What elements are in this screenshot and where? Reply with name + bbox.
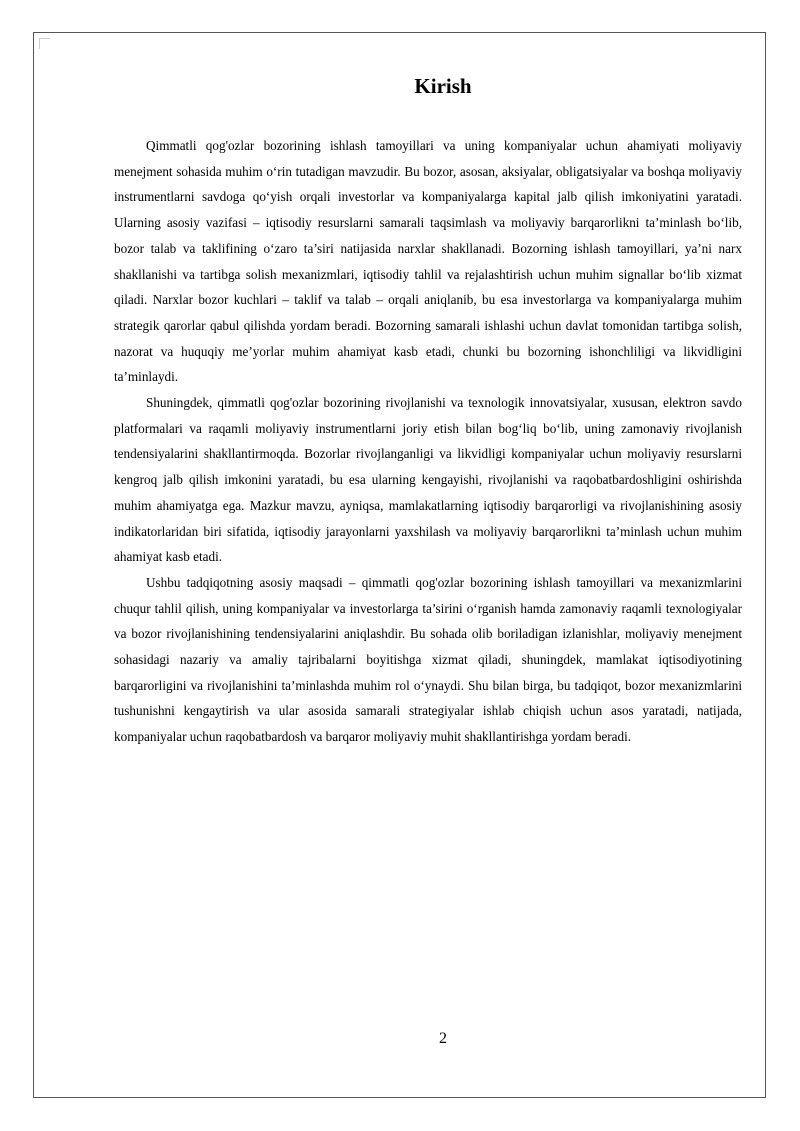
- page-number: 2: [439, 1030, 447, 1047]
- paragraph-2: Shuningdek, qimmatli qog'ozlar bozorining rivojlanishi va texnologik innovatsiyalar, xususan, elektron savdo platformalari va raqamli moliyaviy instrumentlarni joriy etish bilan bog‘liq bo‘lib, uning zamonaviy rivojlanish tendensiyalarini shakllantirmoqda. Bozorlar rivojlanganligi va likvidligi kompaniyalar uchun moliyaviy resurslarni kengroq jalb qilish imkonini yaratadi, bu esa ularning kengayishi, rivojlanishi va raqobatbardoshligini oshirishda muhim ahamiyatga ega. Mazkur mavzu, ayniqsa, mamlakatlarning iqtisodiy barqarorligi va rivojlanishining asosiy indikatorlaridan biri sifatida, iqtisodiy jarayonlarni yaxshilash va moliyaviy barqarorlikni ta’minlash uchun muhim ahamiyat kasb etadi.: [114, 395, 742, 565]
- document-title: Kirish: [414, 74, 472, 98]
- document-body: [114, 133, 742, 750]
- paragraph-1: Qimmatli qog'ozlar bozorining ishlash tamoyillari va uning kompaniyalar uchun ahamiyati moliyaviy menejment sohasida muhim o‘rin tutadigan mavzudir. Bu bozor, asosan, aksiyalar, obligatsiyalar va boshqa moliyaviy instrumentlarni savdoga qo‘yish orqali investorlar va kompaniyalarga kapital jalb qilish imkoniyatini yaratadi. Ularning asosiy vazifasi – iqtisodiy resurslarni samarali taqsimlash va moliyaviy barqarorlikni ta’minlash bo‘lib, bozor talab va taklifining o‘zaro ta’siri natijasida narxlar shakllanadi. Bozorning ishlash tamoyillari, ya’ni narx shakllanishi va tartibga solish mexanizmlari, iqtisodiy tahlil va rejalashtirish uchun muhim signallar bo‘lib xizmat qiladi. Narxlar bozor kuchlari – taklif va talab – orqali aniqlanib, bu esa investorlarga va kompaniyalarga muhim strategik qarorlar qabul qilishda yordam beradi. Bozorning samarali ishlashi uchun davlat tomonidan tartibga solish, nazorat va huquqiy me’yorlar muhim ahamiyat kasb etadi, chunki bu bozorning ishonchliligi va likvidligini ta’minlaydi.: [114, 138, 742, 385]
- corner-crop-mark: [39, 38, 50, 49]
- paragraph-3: Ushbu tadqiqotning asosiy maqsadi – qimmatli qog'ozlar bozorining ishlash tamoyillari va mexanizmlarini chuqur tahlil qilish, uning kompaniyalar va investorlarga ta’sirini o‘rganish hamda zamonaviy raqamli texnologiyalar va bozor rivojlanishining tendensiyalarini aniqlashdir. Bu sohada olib boriladigan izlanishlar, moliyaviy menejment sohasidagi nazariy va amaliy tajribalarni boyitishga xizmat qiladi, shuningdek, mamlakat iqtisodiyotining barqarorligini va rivojlanishini ta’minlashda muhim rol o‘ynaydi. Shu bilan birga, bu tadqiqot, bozor mexanizmlarini tushunishni kengaytirish va ular asosida samarali strategiyalar ishlab chiqish uchun asos yaratadi, natijada, kompaniyalar uchun raqobatbardosh va barqaror moliyaviy muhit shakllantirishga yordam beradi.: [114, 574, 742, 745]
